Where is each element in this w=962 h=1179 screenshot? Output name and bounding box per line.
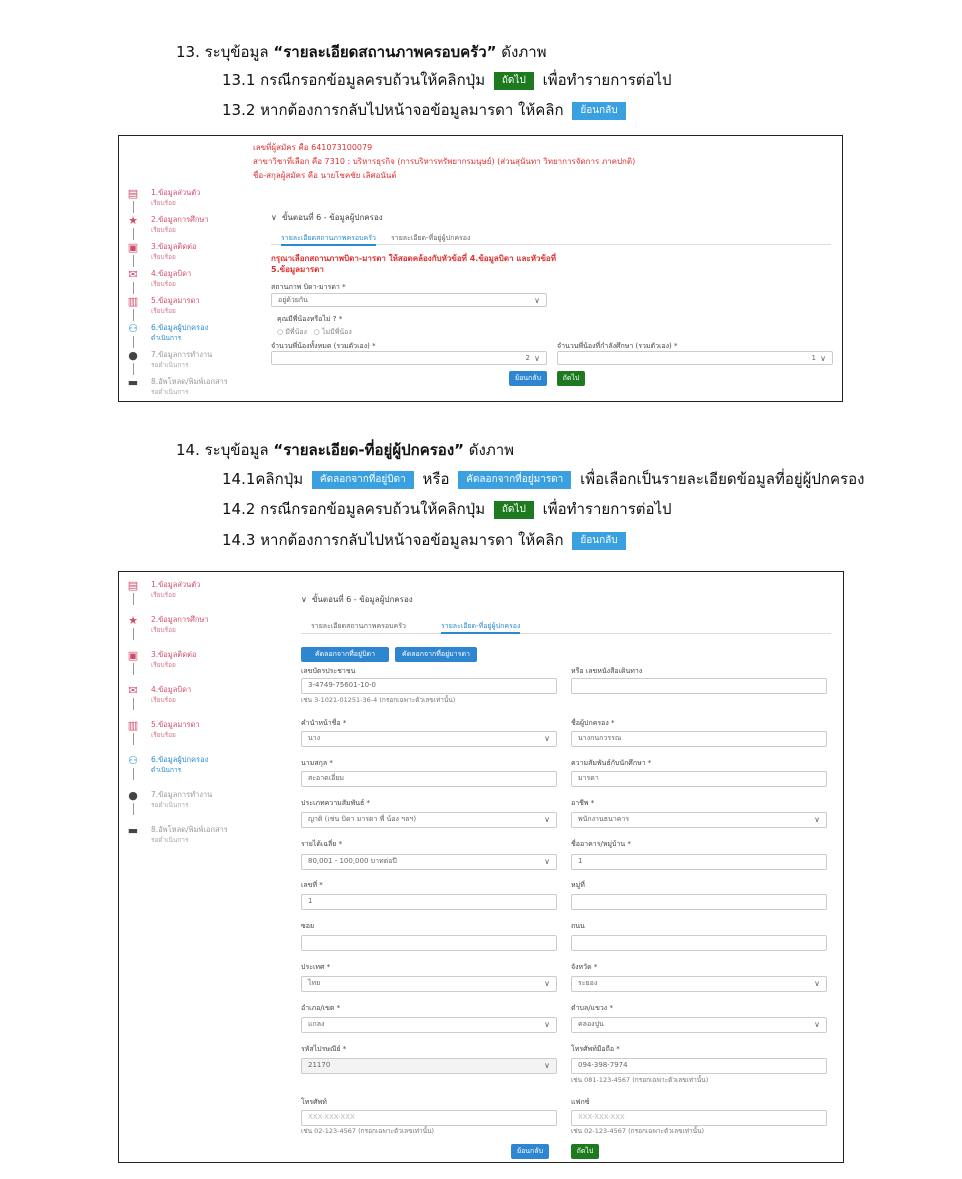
soi-input[interactable] bbox=[301, 935, 557, 951]
sidebar-item[interactable] bbox=[127, 215, 257, 245]
book-icon: ▥ bbox=[127, 295, 139, 308]
guardian-name-input[interactable] bbox=[571, 731, 827, 747]
section14-title-bold: “รายละเอียด-ที่อยู่ผู้ปกครอง” bbox=[273, 441, 465, 459]
building-value: 1 bbox=[578, 857, 583, 865]
chevron-down-icon: ∨ bbox=[814, 815, 820, 824]
relation-value: มารดา bbox=[578, 774, 599, 782]
sidebar-item-status: เรียบร้อย bbox=[151, 199, 176, 207]
section14-title bbox=[176, 440, 514, 460]
house-number-label: เลขที่ * bbox=[301, 881, 323, 889]
section13-title-prefix: 13. ระบุข้อมูล bbox=[176, 43, 274, 61]
phone-placeholder: XXX-XXX-XXX bbox=[308, 1113, 355, 1121]
chevron-down-icon: ∨ bbox=[820, 354, 826, 363]
check-circle-icon: ● bbox=[128, 789, 138, 802]
guardian-form bbox=[119, 572, 844, 1163]
line-text: เพื่อเลือกเป็นรายละเอียดข้อมูลที่อยู่ผู้ปกครอง bbox=[580, 470, 865, 488]
guardian-name-value: นางกนกวรรณ bbox=[578, 734, 622, 742]
tab-bar bbox=[271, 232, 831, 245]
chevron-down-icon: ∨ bbox=[544, 1061, 550, 1070]
next-button-sample: ถัดไป bbox=[494, 72, 534, 90]
siblings-total-value: 2 bbox=[525, 354, 530, 362]
subdistrict-label: ตำบล/แขวง * bbox=[571, 1004, 613, 1012]
sidebar-item-label: 1.ข้อมูลส่วนตัว bbox=[151, 188, 201, 197]
relation-type-select[interactable] bbox=[301, 812, 557, 828]
book-icon: ▥ bbox=[127, 719, 139, 732]
sidebar-connector bbox=[133, 282, 134, 294]
road-input[interactable] bbox=[571, 935, 827, 951]
chevron-down-icon: ∨ bbox=[544, 815, 550, 824]
line-text: 13.1 กรณีกรอกข้อมูลครบถ้วนให้คลิกปุ่ม bbox=[222, 71, 486, 89]
district-select[interactable] bbox=[301, 1017, 557, 1033]
fax-hint: เช่น 02-123-4567 (กรอกเฉพาะตัวเลขเท่านั้น) bbox=[571, 1127, 705, 1135]
id-card-hint: เช่น 3-1021-01251-36-4 (กรอกเฉพาะตัวเลขเท่านั้น) bbox=[301, 696, 456, 704]
copy-mother-address-button[interactable]: คัดลอกจากที่อยู่มารดา bbox=[395, 647, 477, 662]
passport-label: หรือ เลขหนังสือเดินทาง bbox=[571, 667, 643, 675]
building-input[interactable] bbox=[571, 854, 827, 870]
sidebar-item-label: 8.อัพโหลด/พิมพ์เอกสาร bbox=[151, 377, 228, 386]
line-text: 14.3 หากต้องการกลับไปหน้าจอข้อมูลมารดา ให้คลิก bbox=[222, 531, 564, 549]
next-button[interactable]: ถัดไป bbox=[557, 371, 585, 386]
sidebar-item-label: 5.ข้อมูลมารดา bbox=[151, 296, 200, 305]
guardian-name-label: ชื่อผู้ปกครอง * bbox=[571, 719, 615, 727]
sidebar-connector bbox=[133, 255, 134, 267]
province-label: จังหวัด * bbox=[571, 963, 598, 971]
section14-line1 bbox=[222, 469, 864, 489]
id-card-label: เลขบัตรประชาชน bbox=[301, 667, 356, 675]
sidebar-item-label: 2.ข้อมูลการศึกษา bbox=[151, 615, 209, 624]
income-select[interactable] bbox=[301, 854, 557, 870]
chevron-down-icon: ∨ bbox=[814, 1020, 820, 1029]
line-text: 14.2 กรณีกรอกข้อมูลครบถ้วนให้คลิกปุ่ม bbox=[222, 500, 486, 518]
line-text: 14.1คลิกปุ่ม bbox=[222, 470, 304, 488]
sidebar-connector bbox=[133, 363, 134, 375]
occupation-value: พนักงานธนาคาร bbox=[578, 815, 630, 823]
step-title bbox=[271, 212, 383, 223]
surname-value: สะอาดเอี่ยม bbox=[308, 774, 345, 782]
prefix-value: นาง bbox=[308, 734, 321, 742]
siblings-total-label: จำนวนพี่น้องทั้งหมด (รวมตัวเอง) * bbox=[271, 342, 376, 350]
sidebar-item-label: 4.ข้อมูลบิดา bbox=[151, 685, 192, 694]
country-select[interactable] bbox=[301, 976, 557, 992]
sidebar-item-status: เรียบร้อย bbox=[151, 226, 176, 234]
passport-input[interactable] bbox=[571, 678, 827, 694]
surname-input[interactable] bbox=[301, 771, 557, 787]
radio-has-siblings-label: มีพี่น้อง bbox=[285, 328, 307, 336]
siblings-total-select[interactable] bbox=[271, 351, 547, 365]
warning-line2: 5.ข้อมูลมารดา bbox=[271, 265, 324, 274]
surname-label: นามสกุล * bbox=[301, 759, 333, 767]
chevron-down-icon: ∨ bbox=[544, 734, 550, 743]
sidebar-item-status: เรียบร้อย bbox=[151, 307, 176, 315]
mobile-value: 094-398-7974 bbox=[578, 1061, 628, 1069]
section14-title-suffix: ดังภาพ bbox=[464, 441, 515, 459]
phone-input[interactable] bbox=[301, 1110, 557, 1126]
chevron-down-icon[interactable]: ∨ bbox=[271, 213, 277, 222]
sidebar-item-label: 8.อัพโหลด/พิมพ์เอกสาร bbox=[151, 825, 228, 834]
screenshot-guardian-address bbox=[118, 571, 844, 1163]
section13-line1 bbox=[222, 70, 672, 90]
sidebar-item-status: เรียบร้อย bbox=[151, 696, 176, 704]
fax-label: แฟกซ์ bbox=[571, 1098, 590, 1106]
siblings-studying-select[interactable] bbox=[557, 351, 833, 365]
sidebar-item[interactable] bbox=[127, 269, 257, 299]
parent-status-select[interactable] bbox=[271, 293, 547, 307]
sidebar-item[interactable] bbox=[127, 188, 257, 218]
copy-mother-button-sample: คัดลอกจากที่อยู่มารดา bbox=[458, 471, 571, 489]
step-title-text: ขั้นตอนที่ 6 - ข้อมูลผู้ปกครอง bbox=[311, 595, 413, 604]
people-icon: ⚇ bbox=[128, 322, 138, 335]
sidebar-connector bbox=[133, 309, 134, 321]
sidebar-item-label: 6.ข้อมูลผู้ปกครอง bbox=[151, 323, 209, 332]
siblings-radio-group bbox=[277, 327, 352, 338]
sidebar-item[interactable] bbox=[127, 350, 257, 380]
line-text: 13.2 หากต้องการกลับไปหน้าจอข้อมูลมารดา ให้คลิก bbox=[222, 101, 564, 119]
section14-title-prefix: 14. ระบุข้อมูล bbox=[176, 441, 274, 459]
section13-title-bold: “รายละเอียดสถานภาพครอบครัว” bbox=[273, 43, 497, 61]
sidebar-item-status: ดำเนินการ bbox=[151, 766, 182, 774]
sidebar-connector bbox=[133, 336, 134, 348]
province-value: ระยอง bbox=[578, 979, 598, 987]
sidebar-item-label: 7.ข้อมูลการทำงาน bbox=[151, 350, 213, 359]
sidebar-item-label: 3.ข้อมูลติดต่อ bbox=[151, 650, 197, 659]
sidebar-item-status: รอดำเนินการ bbox=[151, 388, 189, 396]
income-value: 80,001 - 100,000 บาทต่อปี bbox=[308, 857, 397, 865]
sidebar-item-status: รอดำเนินการ bbox=[151, 801, 189, 809]
chevron-down-icon: ∨ bbox=[814, 979, 820, 988]
screenshot-family-status bbox=[118, 135, 843, 402]
chevron-down-icon[interactable]: ∨ bbox=[301, 595, 307, 604]
tab-family-status[interactable]: รายละเอียดสถานภาพครอบครัว bbox=[311, 622, 406, 630]
line-text: เพื่อทำรายการต่อไป bbox=[542, 71, 672, 89]
occupation-select[interactable] bbox=[571, 812, 827, 828]
zipcode-select[interactable] bbox=[301, 1058, 557, 1074]
sidebar-item-label: 1.ข้อมูลส่วนตัว bbox=[151, 580, 201, 589]
star-icon: ★ bbox=[128, 214, 138, 227]
subdistrict-select[interactable] bbox=[571, 1017, 827, 1033]
sidebar-item[interactable] bbox=[127, 323, 257, 353]
mobile-input[interactable] bbox=[571, 1058, 827, 1074]
sidebar-connector bbox=[133, 201, 134, 213]
sidebar-item[interactable] bbox=[127, 296, 257, 326]
parent-status-label: สถานภาพ บิดา-มารดา * bbox=[271, 283, 346, 291]
section13-title-suffix: ดังภาพ bbox=[496, 43, 547, 61]
chevron-down-icon: ∨ bbox=[544, 1020, 550, 1029]
district-label: อำเภอ/เขต * bbox=[301, 1004, 341, 1012]
tab-family-status[interactable]: รายละเอียดสถานภาพครอบครัว bbox=[281, 232, 376, 246]
relation-type-value: ญาติ (เช่น บิดา มารดา พี่ น้อง ฯลฯ) bbox=[308, 815, 417, 823]
moo-label: หมู่ที่ bbox=[571, 881, 585, 889]
sidebar bbox=[119, 184, 259, 399]
sidebar-item-status: เรียบร้อย bbox=[151, 253, 176, 261]
sidebar-item-status: รอดำเนินการ bbox=[151, 361, 189, 369]
sidebar-item-status: รอดำเนินการ bbox=[151, 836, 189, 844]
printer-icon: ▬ bbox=[127, 824, 139, 837]
country-label: ประเทศ * bbox=[301, 963, 331, 971]
sidebar-item-status: เรียบร้อย bbox=[151, 661, 176, 669]
income-label: รายได้เฉลี่ย * bbox=[301, 840, 343, 848]
zipcode-label: รหัสไปรษณีย์ * bbox=[301, 1045, 347, 1053]
sidebar-item[interactable] bbox=[127, 242, 257, 272]
phone-label: โทรศัพท์ bbox=[301, 1098, 327, 1106]
next-button[interactable]: ถัดไป bbox=[571, 1144, 599, 1159]
radio-no-siblings-label: ไม่มีพี่น้อง bbox=[322, 328, 352, 336]
contact-card-icon: ▣ bbox=[127, 241, 139, 254]
applicant-name: ชื่อ-สกุลผู้สมัคร คือ นายโชคชัย เลิศอนันต์ bbox=[253, 171, 397, 180]
applicant-number: เลขที่ผู้สมัคร คือ 641073100079 bbox=[253, 143, 373, 152]
siblings-studying-label: จำนวนพี่น้องที่กำลังศึกษา (รวมตัวเอง) * bbox=[557, 342, 678, 350]
fax-input[interactable] bbox=[571, 1110, 827, 1126]
province-select[interactable] bbox=[571, 976, 827, 992]
sidebar-item-status: เรียบร้อย bbox=[151, 626, 176, 634]
sidebar-item-label: 4.ข้อมูลบิดา bbox=[151, 269, 192, 278]
radio-no-siblings[interactable]: ○ bbox=[313, 328, 320, 336]
building-label: ชื่ออาคาร/หมู่บ้าน * bbox=[571, 840, 631, 848]
moo-input[interactable] bbox=[571, 894, 827, 910]
road-label: ถนน bbox=[571, 922, 585, 930]
section14-line3 bbox=[222, 530, 630, 550]
tab-guardian-address[interactable]: รายละเอียด-ที่อยู่ผู้ปกครอง bbox=[391, 234, 471, 242]
prefix-label: คำนำหน้าชื่อ * bbox=[301, 719, 347, 727]
sidebar-item-status: ดำเนินการ bbox=[151, 334, 182, 342]
sidebar-item-label: 6.ข้อมูลผู้ปกครอง bbox=[151, 755, 209, 764]
back-button-sample: ย้อนกลับ bbox=[572, 102, 625, 120]
back-button-sample: ย้อนกลับ bbox=[572, 532, 625, 550]
step-title-text: ขั้นตอนที่ 6 - ข้อมูลผู้ปกครอง bbox=[281, 213, 383, 222]
sidebar-connector bbox=[133, 228, 134, 240]
copy-father-button-sample: คัดลอกจากที่อยู่บิดา bbox=[312, 471, 414, 489]
sidebar-item-label: 7.ข้อมูลการทำงาน bbox=[151, 790, 213, 799]
id-card-input[interactable] bbox=[301, 678, 557, 694]
soi-label: ซอย bbox=[301, 922, 315, 930]
house-number-value: 1 bbox=[308, 897, 313, 905]
check-circle-icon: ● bbox=[128, 349, 138, 362]
prefix-select[interactable] bbox=[301, 731, 557, 747]
star-icon: ★ bbox=[128, 614, 138, 627]
parent-status-value: อยู่ด้วยกัน bbox=[278, 296, 308, 304]
line-text: เพื่อทำรายการต่อไป bbox=[542, 500, 672, 518]
mobile-label: โทรศัพท์มือถือ * bbox=[571, 1045, 620, 1053]
district-value: แกลง bbox=[308, 1020, 325, 1028]
id-card-value: 3-4749-75601-10-0 bbox=[308, 681, 377, 689]
sidebar-item-label: 2.ข้อมูลการศึกษา bbox=[151, 215, 209, 224]
occupation-label: อาชีพ * bbox=[571, 799, 595, 807]
country-value: ไทย bbox=[308, 979, 321, 987]
mobile-hint: เช่น 081-123-4567 (กรอกเฉพาะตัวเลขเท่านั้น) bbox=[571, 1076, 709, 1084]
id-card-icon: ▤ bbox=[127, 579, 139, 592]
mail-icon: ✉ bbox=[128, 684, 138, 697]
chevron-down-icon: ∨ bbox=[534, 354, 540, 363]
selected-major: สาขาวิชาที่เลือก คือ 7310 : บริหารธุรกิจ (การบริหารทรัพยากรมนุษย์) (ส่วนสุนันทา วิทยาการจัดการ ภาคปกติ) bbox=[253, 157, 636, 166]
printer-icon: ▬ bbox=[127, 376, 139, 389]
sidebar-item-status: เรียบร้อย bbox=[151, 591, 176, 599]
chevron-down-icon: ∨ bbox=[544, 857, 550, 866]
relation-input[interactable] bbox=[571, 771, 827, 787]
sidebar-item[interactable] bbox=[127, 377, 257, 402]
fax-placeholder: XXX-XXX-XXX bbox=[578, 1113, 625, 1121]
back-button[interactable]: ย้อนกลับ bbox=[511, 1144, 549, 1159]
siblings-question: คุณมีพี่น้องหรือไม่ ? * bbox=[277, 315, 343, 323]
sidebar-item-label: 3.ข้อมูลติดต่อ bbox=[151, 242, 197, 251]
sidebar-item-status: เรียบร้อย bbox=[151, 280, 176, 288]
chevron-down-icon: ∨ bbox=[534, 296, 540, 305]
house-number-input[interactable] bbox=[301, 894, 557, 910]
section14-line2 bbox=[222, 499, 672, 519]
line-text: หรือ bbox=[422, 470, 450, 488]
tab-guardian-address[interactable]: รายละเอียด-ที่อยู่ผู้ปกครอง bbox=[441, 620, 520, 634]
sidebar-item-label: 5.ข้อมูลมารดา bbox=[151, 720, 200, 729]
mail-icon: ✉ bbox=[128, 268, 138, 281]
chevron-down-icon: ∨ bbox=[544, 979, 550, 988]
radio-has-siblings[interactable]: ○ bbox=[277, 328, 284, 336]
section13-title bbox=[176, 42, 547, 62]
id-card-icon: ▤ bbox=[127, 187, 139, 200]
siblings-studying-value: 1 bbox=[811, 354, 816, 362]
copy-father-address-button[interactable]: คัดลอกจากที่อยู่บิดา bbox=[301, 647, 389, 662]
section13-line2 bbox=[222, 100, 630, 120]
next-button-sample: ถัดไป bbox=[494, 501, 534, 519]
subdistrict-value: คลองปูน bbox=[578, 1020, 604, 1028]
relation-label: ความสัมพันธ์กับนักศึกษา * bbox=[571, 759, 652, 767]
phone-hint: เช่น 02-123-4567 (กรอกเฉพาะตัวเลขเท่านั้น) bbox=[301, 1127, 435, 1135]
people-icon: ⚇ bbox=[128, 754, 138, 767]
back-button[interactable]: ย้อนกลับ bbox=[509, 371, 547, 386]
warning-line1: กรุณาเลือกสถานภาพบิดา-มารดา ให้สอดคล้องกับหัวข้อที่ 4.ข้อมูลบิดา และหัวข้อที่ bbox=[271, 254, 557, 263]
sidebar-item-status: เรียบร้อย bbox=[151, 731, 176, 739]
zipcode-value: 21170 bbox=[308, 1061, 331, 1069]
relation-type-label: ประเภทความสัมพันธ์ * bbox=[301, 799, 371, 807]
contact-card-icon: ▣ bbox=[127, 649, 139, 662]
